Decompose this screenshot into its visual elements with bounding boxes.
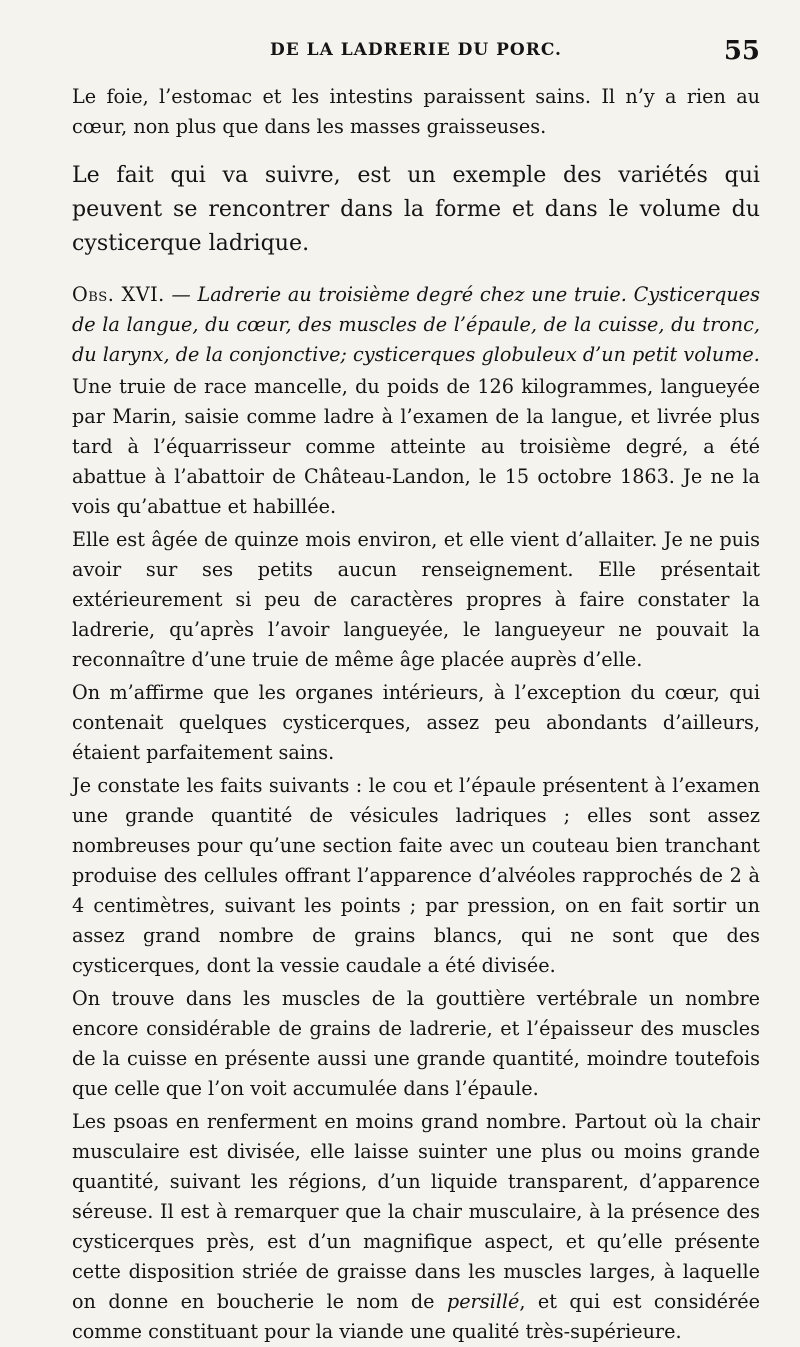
observation-title: — Ladrerie au troisième degré chez une truie. Cysticerques de la langue, du cœur, des muscles de l’épaule, de la cuisse, du tronc, du larynx, de la conjonctive; cysticerques globuleux d’un petit volume. <box>72 283 760 366</box>
paragraph-3: Une truie de race mancelle, du poids de 126 kilogrammes, langueyée par Marin, saisie comme ladre à l’examen de la langue, et livrée plus tard à l’équarrisseur comme atteinte au troisième degré, a été abattue à l’abattoir de Château-Landon, le 15 octobre 1863. Je ne la vois qu’abattue et habillée. <box>72 375 760 518</box>
spacer <box>72 142 760 158</box>
page-number: 55 <box>723 36 760 66</box>
paragraph-2: Le fait qui va suivre, est un exemple des variétés qui peuvent se rencontrer dans la forme et dans le volume du cysticerque ladrique. <box>72 162 760 256</box>
running-title: DE LA LADRERIE DU PORC. <box>270 40 562 60</box>
paragraph-8 <box>72 1107 760 1347</box>
paragraph-8-italic: persillé <box>446 1290 520 1313</box>
paragraph-7: On trouve dans les muscles de la gouttière vertébrale un nombre encore considérable de grains de ladrerie, et l’épaisseur des muscles de la cuisse en présente aussi une grande quantité, moindre toutefois que celle que l’on voit accumulée dans l’épaule. <box>72 987 760 1100</box>
paragraph-6: Je constate les faits suivants : le cou et l’épaule présentent à l’examen une grande quantité de vésicules ladriques ; elles sont assez nombreuses pour qu’une section faite avec un couteau bien tranchant produise des cellules offrant l’apparence d’alvéoles rapprochés de 2 à 4 centimètres, suivant les points ; par pression, on en fait sortir un assez grand nombre de grains blancs, qui ne sont que des cysticerques, dont la vessie caudale a été divisée. <box>72 774 760 977</box>
running-head <box>72 38 760 72</box>
observation-label: Obs. XVI. <box>72 283 165 306</box>
paragraph-1: Le foie, l’estomac et les intestins paraissent sains. Il n’y a rien au cœur, non plus que dans les masses graisseuses. <box>72 85 760 138</box>
paragraph-4: Elle est âgée de quinze mois environ, et elle vient d’allaiter. Je ne puis avoir sur ses petits aucun renseignement. Elle présentait extérieurement si peu de caractères propres à faire constater la ladrerie, qu’après l’avoir langueyée, le langueyeur ne pouvait la reconnaître d’une truie de même âge placée auprès d’elle. <box>72 528 760 671</box>
paragraph-5: On m’affirme que les organes intérieurs, à l’exception du cœur, qui contenait quelques cysticerques, assez peu abondants d’ailleurs, étaient parfaitement sains. <box>72 681 760 764</box>
spacer <box>72 260 760 280</box>
paragraph-8-part-b: , et qui est considérée comme constituant pour la viande une qualité très-supérieure. <box>72 1290 760 1343</box>
paragraph-8-part-a: Les psoas en renferment en moins grand nombre. Partout où la chair musculaire est divisée, elle laisse suinter une plus ou moins grande quantité, suivant les régions, d’un liquide transparent, d’apparence séreuse. Il est à remarquer que la chair musculaire, à la présence des cysticerques près, est d’un magnifique aspect, et qu’elle présente cette disposition striée de graisse dans les muscles larges, à laquelle on donne en boucherie le nom de <box>72 1110 760 1313</box>
observation-heading <box>72 280 760 370</box>
